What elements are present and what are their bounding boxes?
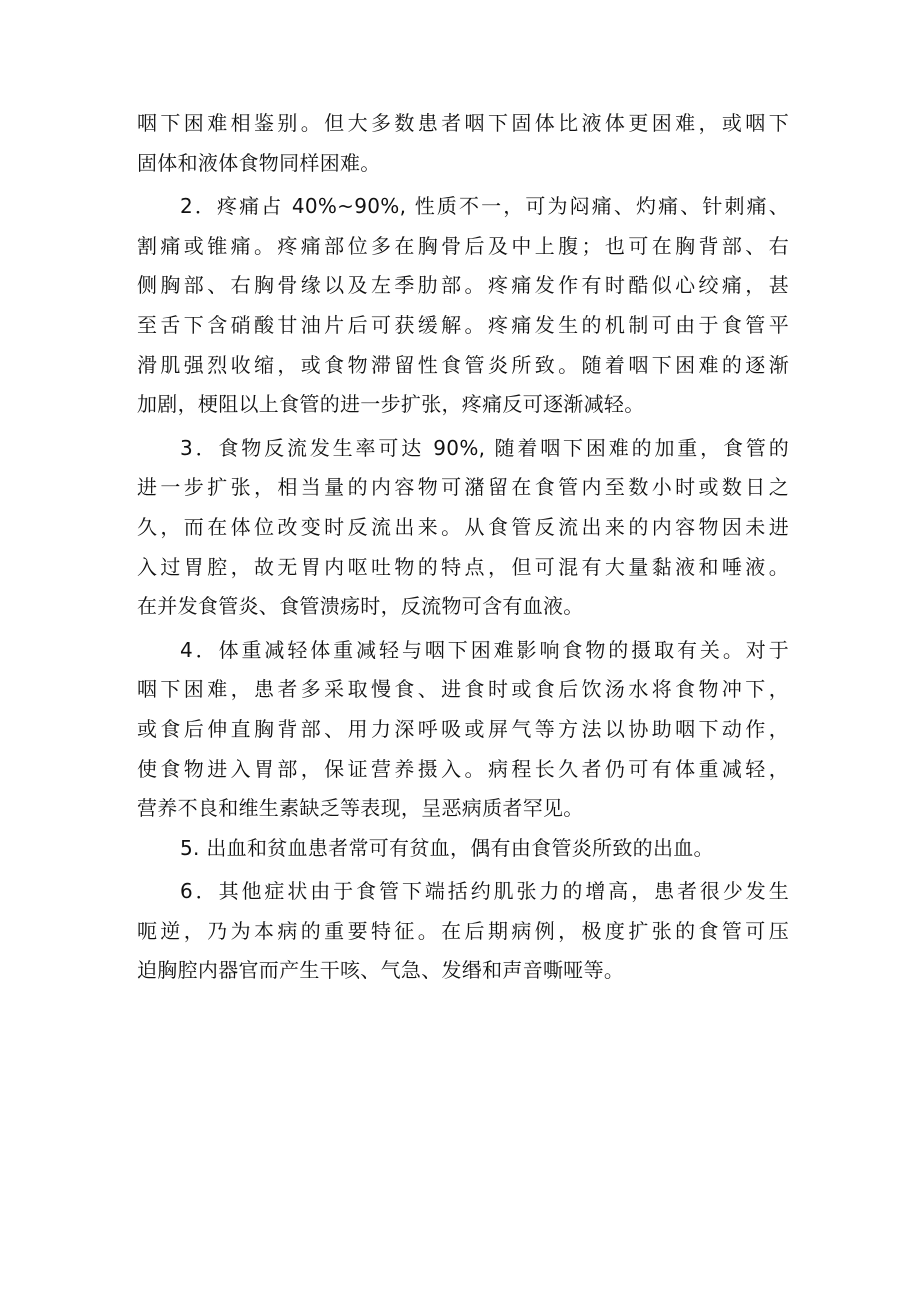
- text-line: 3．食物反流发生率可达 90%, 随着咽下困难的加重，食管的: [180, 435, 789, 460]
- text-line: 2．疼痛占 40%~90%, 性质不一，可为闷痛、灼痛、针刺痛、: [180, 194, 789, 219]
- text-line: 迫胸腔内器官而产生干咳、气急、发缗和声音嘶哑等。: [137, 958, 625, 983]
- text-line: 久，而在体位改变时反流出来。从食管反流出来的内容物因未进: [137, 514, 789, 539]
- text-line: 进一步扩张，相当量的内容物可潴留在食管内至数小时或数日之: [137, 475, 789, 500]
- text-line: 固体和液体食物同样困难。: [137, 150, 381, 175]
- text-line: 营养不良和维生素缺乏等表现，呈恶病质者罕见。: [137, 796, 584, 821]
- text-line: 6．其他症状由于食管下端括约肌张力的增高，患者很少发生: [180, 879, 789, 904]
- paragraph-6: [137, 872, 789, 991]
- text-line: 入过胃腔，故无胃内呕吐物的特点，但可混有大量黏液和唾液。: [137, 554, 789, 579]
- text-line: 滑肌强烈收缩，或食物滞留性食管炎所致。随着咽下困难的逐渐: [137, 352, 789, 377]
- paragraph-1: [137, 104, 789, 183]
- text-line: 割痛或锥痛。疼痛部位多在胸骨后及中上腹；也可在胸背部、右: [137, 233, 789, 258]
- text-line: 至舌下含硝酸甘油片后可获缓解。疼痛发生的机制可由于食管平: [137, 312, 789, 337]
- paragraph-3: [137, 429, 789, 627]
- text-line: 在并发食管炎、食管溃疡时，反流物可含有血液。: [137, 594, 584, 619]
- paragraph-2: [137, 187, 789, 425]
- text-line: 使食物进入胃部，保证营养摄入。病程长久者仍可有体重减轻，: [137, 756, 789, 781]
- text-line: 5. 出血和贫血患者常可有贫血，偶有由食管炎所致的出血。: [180, 835, 714, 860]
- text-line: 4．体重减轻体重减轻与咽下困难影响食物的摄取有关。对于: [180, 637, 789, 662]
- paragraph-4: [137, 631, 789, 829]
- text-line: 侧胸部、右胸骨缘以及左季肋部。疼痛发作有时酷似心绞痛，甚: [137, 273, 789, 298]
- text-line: 咽下困难相鉴别。但大多数患者咽下固体比液体更困难，或咽下: [137, 111, 789, 135]
- text-line: 咽下困难，患者多采取慢食、进食时或食后饮汤水将食物冲下，: [137, 677, 789, 702]
- text-line: 加剧，梗阻以上食管的进一步扩张，疼痛反可逐渐减轻。: [137, 392, 645, 417]
- text-line: 或食后伸直胸背部、用力深呼吸或屏气等方法以协助咽下动作，: [137, 716, 789, 741]
- paragraph-5: [137, 829, 789, 869]
- document-body: [137, 104, 789, 995]
- text-line: 呃逆，乃为本病的重要特征。在后期病例，极度扩张的食管可压: [137, 918, 789, 943]
